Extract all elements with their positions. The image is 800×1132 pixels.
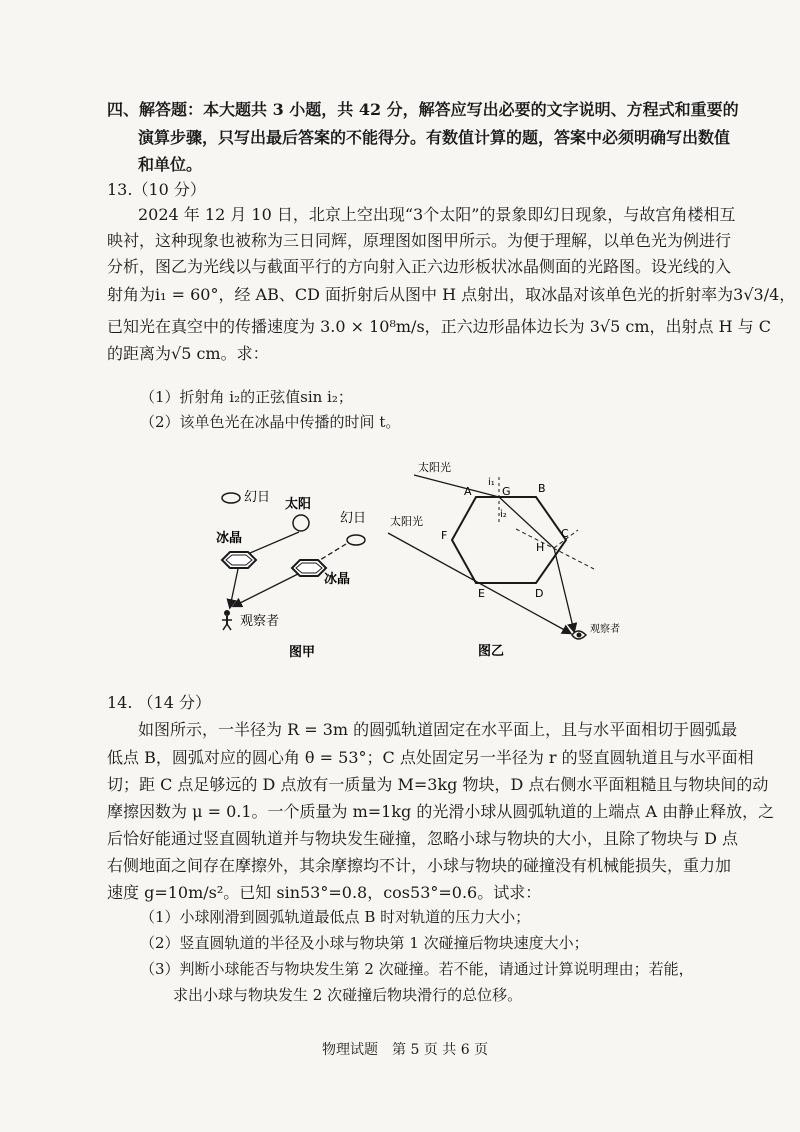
vertex-D: D [535, 587, 544, 600]
point-G: G [502, 485, 511, 498]
hexagon-crystal [452, 497, 566, 583]
incident-ray-top [414, 475, 499, 497]
q14-text-line2: 低点 B，圆弧对应的圆心角 θ = 53°；C 点处固定另一半径为 r 的竖直圆轨道且与水平面相 [107, 748, 754, 767]
vertex-A: A [464, 485, 472, 498]
q13-text-line3: 分析，图乙为光线以与截面平行的方向射入正六边形板状冰晶侧面的光路图。设光线的入 [107, 257, 732, 276]
angle-i1: i₁ [488, 477, 495, 488]
ice-label-1: 冰晶 [216, 531, 243, 546]
q13-text-line2: 映衬，这种现象也被称为三日同辉，原理图如图甲所示。为便于理解，以单色光为例进行 [107, 231, 732, 250]
q13-sub1: （1）折射角 i₂的正弦值sin i₂； [140, 388, 353, 406]
q13-text-line6: 的距离为√5 cm。求： [107, 344, 269, 363]
observer-label: 观察者 [240, 614, 280, 629]
q14-text-line6: 右侧地面之间存在摩擦外，其余摩擦均不计，小球与物块的碰撞没有机械能损失，重力加 [107, 856, 732, 875]
page-footer: 物理试题 第 5 页 共 6 页 [322, 1042, 489, 1058]
vertex-E: E [478, 587, 485, 600]
q13-text-line4: 射角为i₁ = 60°，经 AB、CD 面折射后从图中 H 点射出，取冰晶对该单色光的折射率为3√3/4， [107, 285, 796, 304]
observer-icon [222, 610, 232, 630]
huanri-label-right: 幻日 [340, 511, 367, 526]
ice-crystal-2 [292, 560, 326, 576]
observer-label-yi: 观察者 [590, 624, 620, 635]
normal-at-H [516, 529, 594, 569]
vertex-C: C [561, 527, 569, 540]
ray-huanri-dashed [320, 544, 346, 560]
ray-ice2-to-observer [234, 574, 298, 606]
huanri-label-left: 幻日 [244, 490, 271, 505]
sun-label: 太阳 [285, 497, 312, 512]
observer-eye-icon [572, 631, 586, 639]
q14-sub1: （1）小球刚滑到圆弧轨道最低点 B 时对轨道的压力大小； [140, 908, 531, 926]
q13-text-line1: 2024 年 12 月 10 日，北京上空出现“3个太阳”的景象即幻日现象，与故宫角楼相互 [138, 205, 736, 224]
ice-label-2: 冰晶 [324, 572, 351, 587]
q14-text-line1: 如图所示，一半径为 R = 3m 的圆弧轨道固定在水平面上，且与水平面相切于圆弧最 [138, 720, 738, 739]
q14-text-line5: 后恰好能通过竖直圆轨道并与物块发生碰撞，忽略小球与物块的大小，且除了物块与 D 点 [107, 829, 739, 848]
huanri-ellipse-right [347, 535, 365, 545]
figure-yi-caption: 图乙 [478, 644, 505, 659]
sun-circle [293, 515, 309, 531]
ice-crystal-1 [222, 552, 256, 568]
q14-text-line3: 切；距 C 点足够远的 D 点放有一质量为 M=3kg 物块，D 点右侧水平面粗糙且与物块间的动 [107, 775, 769, 794]
sunlight-label-top: 太阳光 [418, 461, 451, 474]
angle-i2: i₂ [500, 509, 507, 520]
ray-ice1-to-observer [230, 569, 238, 607]
vertex-F: F [441, 529, 448, 542]
refracted-ray-inside [499, 497, 554, 548]
exit-ray [554, 548, 574, 631]
figure-jia [200, 480, 400, 660]
q14-sub3: （3）判断小球能否与物块发生第 2 次碰撞。若不能，请通过计算说明理由；若能， [140, 960, 694, 978]
q14-text-line4: 摩擦因数为 μ = 0.1。一个质量为 m=1kg 的光滑小球从圆弧轨道的上端点 A 由静止释放，之 [107, 802, 775, 821]
section-heading: 四、解答题：本大题共 3 小题，共 42 分，解答应写出必要的文字说明、方程式和重要的 [107, 100, 739, 119]
section-heading-line2: 演算步骤，只写出最后答案的不能得分。有数值计算的题，答案中必须明确写出数值 [138, 128, 731, 147]
q14-number: 14. （14 分） [107, 693, 211, 712]
q13-sub2: （2）该单色光在冰晶中传播的时间 t。 [140, 413, 401, 431]
q14-text-line7: 速度 g=10m/s²。已知 sin53°=0.8，cos53°=0.6。试求： [107, 883, 542, 902]
q14-sub2: （2）竖直圆轨道的半径及小球与物块第 1 次碰撞后物块速度大小； [140, 934, 589, 952]
figure-jia-caption: 图甲 [289, 645, 316, 660]
point-H: H [536, 541, 545, 554]
q13-text-line5: 已知光在真空中的传播速度为 3.0 × 10⁸m/s，正六边形晶体边长为 3√5 cm，出射点 H 与 C [107, 317, 771, 336]
vertex-B: B [538, 482, 546, 495]
q14-sub3-cont: 求出小球与物块发生 2 次碰撞后物块滑行的总位移。 [173, 986, 523, 1004]
q13-number: 13.（10 分） [107, 180, 206, 199]
sunlight-label-left: 太阳光 [390, 515, 423, 528]
huanri-ellipse-left [222, 493, 240, 503]
figure-yi [378, 455, 638, 660]
ray-sun-to-ice1 [250, 532, 299, 553]
section-heading-line3: 和单位。 [138, 155, 203, 174]
